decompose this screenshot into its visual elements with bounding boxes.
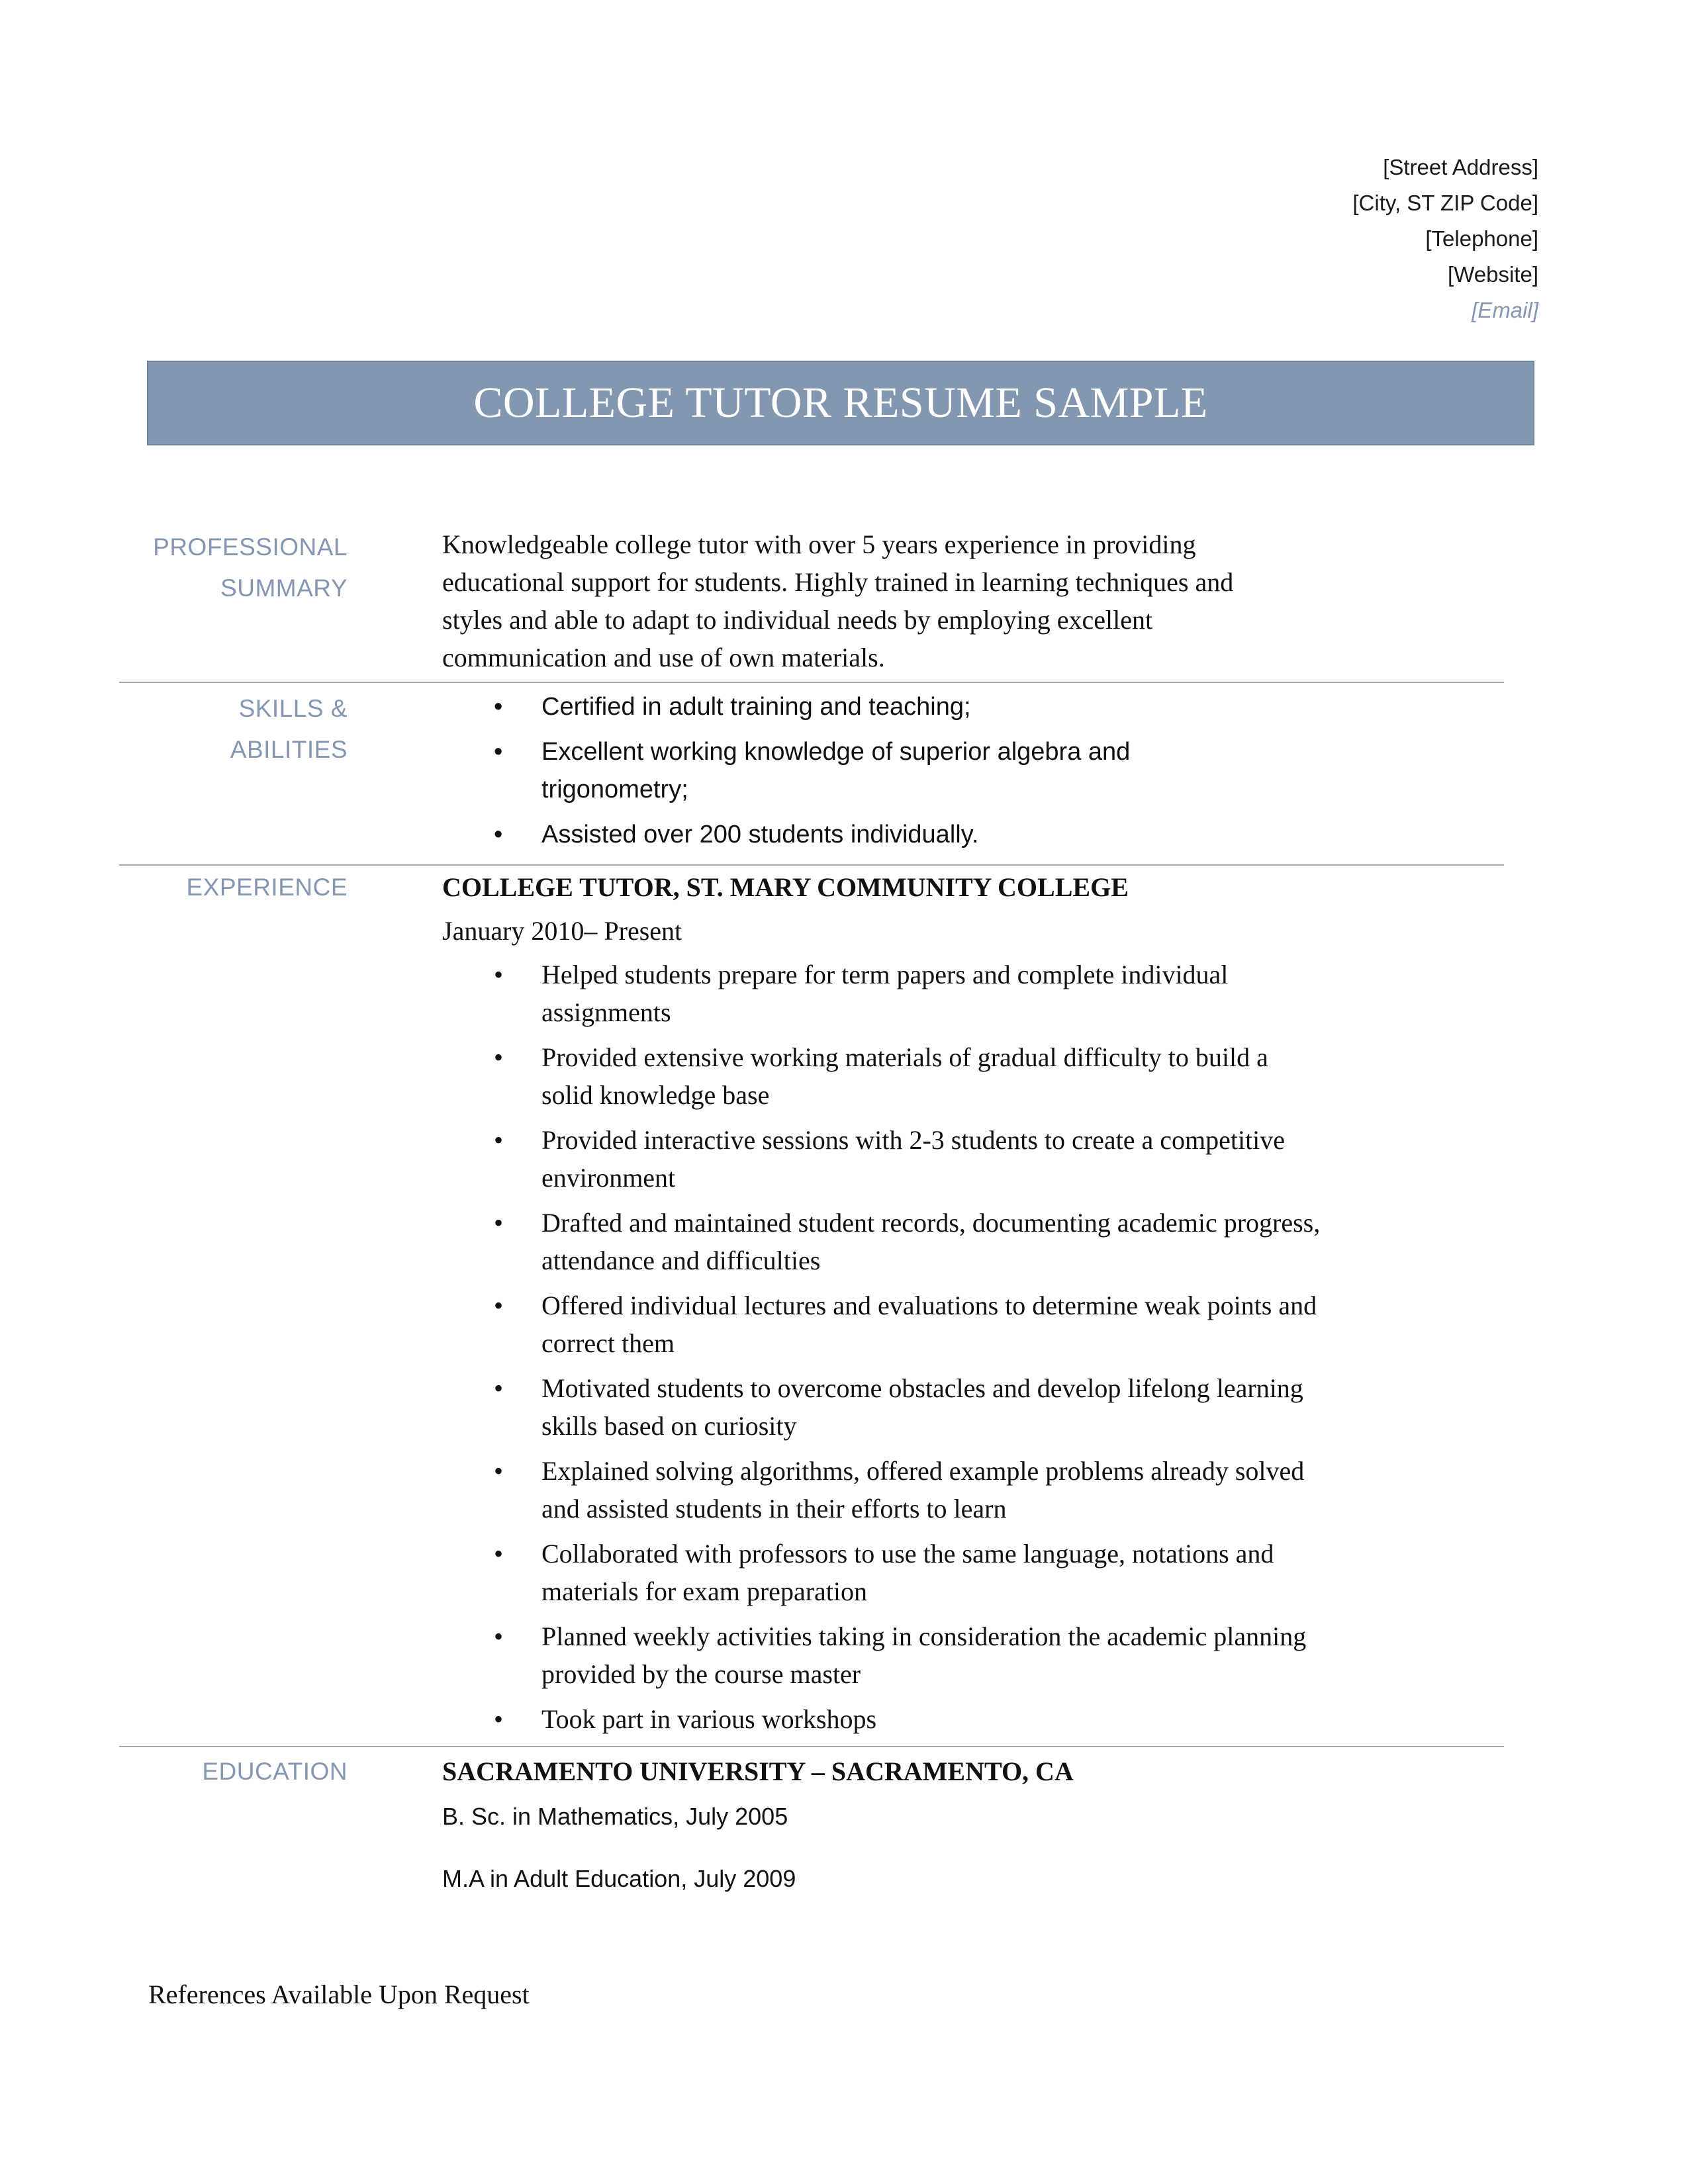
experience-text: Drafted and maintained student records, documenting academic progress, attendance and difficulties bbox=[541, 1208, 1321, 1275]
section-divider bbox=[119, 864, 1504, 866]
bullet: • bbox=[494, 1291, 504, 1320]
skill-text: Excellent working knowledge of superior algebra and trigonometry; bbox=[541, 738, 1131, 803]
job-title: COLLEGE TUTOR, ST. MARY COMMUNITY COLLEGE bbox=[442, 872, 1129, 902]
skill-text: Certified in adult training and teaching; bbox=[541, 693, 971, 721]
bullet: • bbox=[494, 738, 503, 766]
skill-item bbox=[442, 816, 1190, 854]
bullet: • bbox=[494, 1125, 504, 1155]
bullet: • bbox=[494, 693, 503, 721]
bullet: • bbox=[494, 1042, 504, 1072]
skill-item bbox=[442, 733, 1190, 809]
experience-item bbox=[442, 1121, 1323, 1197]
bullet: • bbox=[494, 1539, 504, 1569]
school-name: SACRAMENTO UNIVERSITY – SACRAMENTO, CA bbox=[442, 1756, 1074, 1786]
experience-item bbox=[442, 1452, 1323, 1527]
telephone: [Telephone] bbox=[1425, 226, 1538, 251]
title-banner bbox=[147, 361, 1534, 445]
education-label: EDUCATION bbox=[202, 1758, 348, 1785]
experience-text: Took part in various workshops bbox=[541, 1704, 877, 1734]
degree-bsc: B. Sc. in Mathematics, July 2005 bbox=[442, 1803, 788, 1830]
experience-text: Motivated students to overcome obstacles and develop lifelong learning skills based on curiosity bbox=[541, 1373, 1303, 1441]
website: [Website] bbox=[1448, 262, 1538, 287]
experience-list bbox=[442, 956, 1323, 1745]
skills-list bbox=[442, 688, 1190, 861]
bullet: • bbox=[494, 960, 504, 989]
bullet: • bbox=[494, 1373, 504, 1403]
email: [Email] bbox=[1472, 298, 1538, 322]
skill-text: Assisted over 200 students individually. bbox=[541, 821, 979, 848]
bullet: • bbox=[494, 1456, 504, 1486]
resume-title: COLLEGE TUTOR RESUME SAMPLE bbox=[473, 379, 1208, 427]
city-state-zip: [City, ST ZIP Code] bbox=[1352, 191, 1538, 215]
references-note: References Available Upon Request bbox=[148, 1979, 530, 2009]
contact-block bbox=[943, 150, 1538, 328]
bullet: • bbox=[494, 821, 503, 848]
job-dates: January 2010– Present bbox=[442, 916, 682, 946]
bullet: • bbox=[494, 1704, 504, 1734]
summary-label-line1: PROFESSIONAL bbox=[153, 533, 348, 561]
experience-text: Collaborated with professors to use the same language, notations and materials for exam preparation bbox=[541, 1539, 1274, 1606]
experience-item bbox=[442, 1038, 1323, 1114]
experience-text: Planned weekly activities taking in consideration the academic planning provided by the course master bbox=[541, 1621, 1307, 1689]
experience-text: Provided extensive working materials of gradual difficulty to build a solid knowledge base bbox=[541, 1042, 1268, 1110]
summary-label bbox=[129, 527, 348, 609]
experience-item bbox=[442, 1287, 1323, 1362]
experience-text: Offered individual lectures and evaluations to determine weak points and correct them bbox=[541, 1291, 1317, 1358]
degree-ma: M.A in Adult Education, July 2009 bbox=[442, 1865, 796, 1892]
street-address: [Street Address] bbox=[1383, 155, 1538, 179]
skill-item bbox=[442, 688, 1190, 726]
experience-item bbox=[442, 1700, 1323, 1738]
skills-label: SKILLS & ABILITIES bbox=[230, 695, 348, 763]
summary-label-line2: SUMMARY bbox=[220, 574, 348, 602]
bullet: • bbox=[494, 1208, 504, 1238]
experience-item bbox=[442, 956, 1323, 1031]
experience-text: Explained solving algorithms, offered example problems already solved and assisted students in their efforts to learn bbox=[541, 1456, 1305, 1524]
experience-item bbox=[442, 1617, 1323, 1693]
experience-item bbox=[442, 1204, 1323, 1279]
experience-item bbox=[442, 1535, 1323, 1610]
bullet: • bbox=[494, 1621, 504, 1651]
experience-text: Provided interactive sessions with 2-3 students to create a competitive environment bbox=[541, 1125, 1286, 1193]
summary-text: Knowledgeable college tutor with over 5 years experience in providing educational support for students. Highly trained in learning techniques and styles and able to adapt to individual needs by employing excellent communication and use of own materials. bbox=[442, 529, 1234, 672]
section-divider bbox=[119, 682, 1504, 683]
experience-label: EXPERIENCE bbox=[186, 874, 348, 901]
experience-text: Helped students prepare for term papers and complete individual assignments bbox=[541, 960, 1229, 1027]
experience-item bbox=[442, 1369, 1323, 1445]
section-divider bbox=[119, 1746, 1504, 1747]
